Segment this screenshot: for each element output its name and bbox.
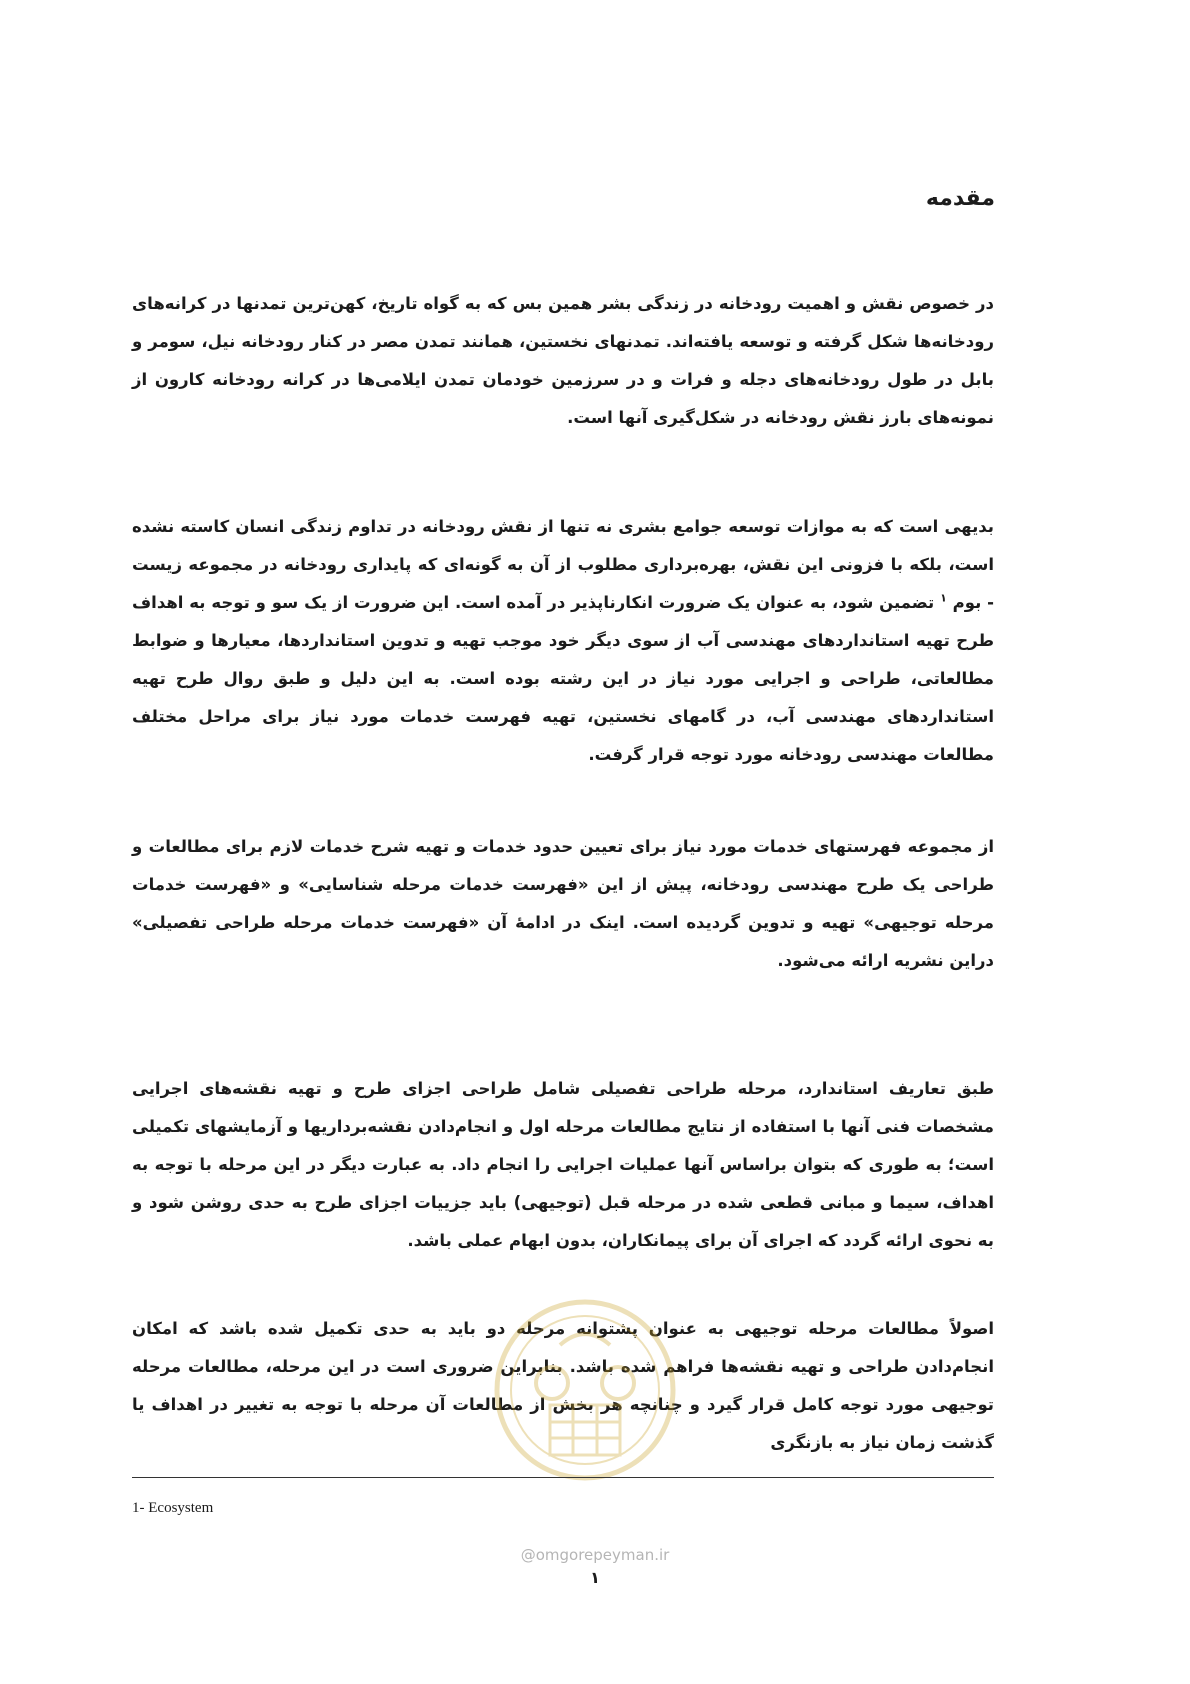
- footnote-reference: ۱: [940, 591, 947, 605]
- paragraph-feasibility-studies: اصولاً مطالعات مرحله توجیهی به عنوان پشتوانه مرحله دو باید به حدی تکمیل شده باشد که امکان انجام‌دادن طراحی و تهیه نقشه‌ها فراهم شده باشد. بنابراین ضروری است در این مرحله، مطالعات مرحله توجیهی مورد توجه کامل قرار گیرد و چنانچه هر بخش از مطالعات آن مرحله با توجه به تغییر در اهداف یا گذشت زمان نیاز به بازنگری: [132, 1319, 994, 1452]
- paragraph-detailed-design-definition: طبق تعاریف استاندارد، مرحله طراحی تفصیلی شامل طراحی اجزای طرح و تهیه نقشه‌های اجرایی مشخصات فنی آنها با استفاده از نتایج مطالعات مرحله اول و انجام‌دادن نقشه‌برداریها و آزمایشهای تکمیلی است؛ به طوری که بتوان براساس آنها عملیات اجرایی را انجام داد. به عبارت دیگر در این مرحله با توجه به اهداف، سیما و مبانی قطعی شده در مرحله قبل (توجیهی) باید جزییات اجزای طرح به حدی روشن شود و به نحوی ارائه گردد که اجرای آن برای پیمانکاران، بدون ابهام عملی باشد.: [132, 1079, 994, 1250]
- page-number: ۱: [590, 1568, 600, 1587]
- paragraph-rivers-civilizations: در خصوص نقش و اهمیت رودخانه در زندگی بشر همین بس که به گواه تاریخ، کهن‌ترین تمدنها در کرانه‌های رودخانه‌ها شکل گرفته و توسعه یافته‌اند. تمدنهای نخستین، همانند تمدن مصر در کنار رودخانه نیل، سومر و بابل در طول رودخانه‌های دجله و فرات و در سرزمین خودمان تمدن ایلامی‌ها در کرانه رودخانه کارون از نمونه‌های بارز نقش رودخانه در شکل‌گیری آنها است.: [132, 294, 994, 427]
- section-heading: مقدمه: [925, 186, 995, 211]
- paragraph-part-before-footnote: بدیهی است که به موازات توسعه جوامع بشری نه تنها از نقش رودخانه در تداوم زندگی انسان کاسته نشده است، بلکه با فزونی این نقش، بهره‌برداری مطلوب از آن به گونه‌ای که پایداری رودخانه در مجموعه زیست - بوم: [132, 517, 994, 612]
- watermark-website: @omgorepeyman.ir: [520, 1546, 670, 1564]
- paragraph-engineering-standards: [132, 508, 994, 774]
- paragraph-part-after-footnote: تضمین شود، به عنوان یک ضرورت انکارناپذیر در آمده است. این ضرورت از یک سو و توجه به اهداف طرح تهیه استانداردهای مهندسی آب از سوی دیگر خود موجب تهیه و تدوین استانداردها، معیارها و ضوابط مطالعاتی، طراحی و اجرایی مورد نیاز در این رشته بوده است. به این دلیل و طبق روال طرح تهیه استانداردهای مهندسی آب، در گامهای نخستین، تهیه فهرست خدمات مورد نیاز برای مراحل مختلف مطالعات مهندسی رودخانه مورد توجه قرار گرفت.: [132, 593, 994, 764]
- footnote-divider: [132, 1477, 994, 1478]
- footnote-text: 1- Ecosystem: [132, 1500, 214, 1516]
- paragraph-service-lists: از مجموعه فهرستهای خدمات مورد نیاز برای تعیین حدود خدمات و تهیه شرح خدمات لازم برای مطالعات و طراحی یک طرح مهندسی رودخانه، پیش از این «فهرست خدمات مرحله شناسایی» و «فهرست خدمات مرحله توجیهی» تهیه و تدوین گردیده است. اینک در ادامهٔ آن «فهرست خدمات مرحله طراحی تفصیلی» دراین نشریه ارائه می‌شود.: [132, 837, 994, 970]
